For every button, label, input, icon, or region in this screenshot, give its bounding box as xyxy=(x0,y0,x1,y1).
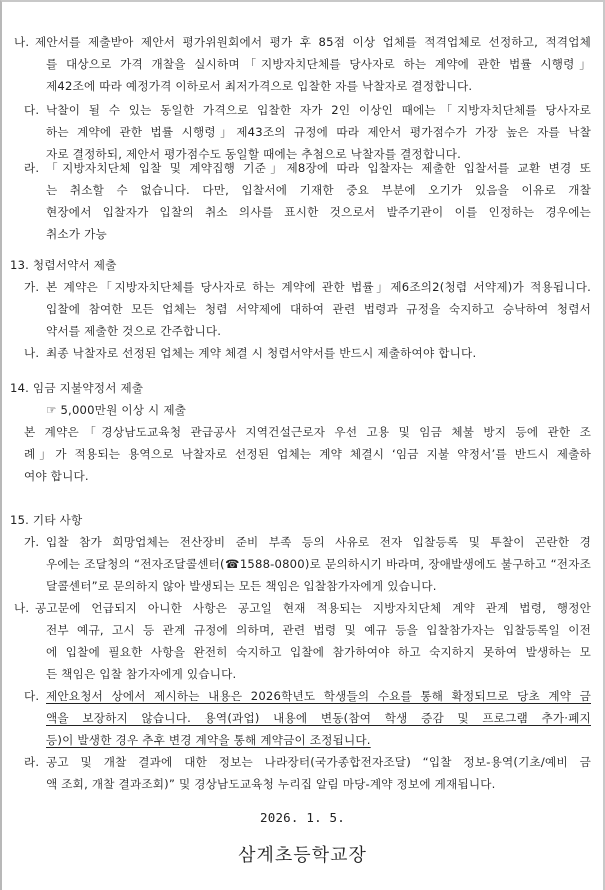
item-text-line: 액 조회, 개찰 결과조회)” 및 경상남도교육청 누리집 알림 마당-계약 정보에 게재됩니다. xyxy=(46,777,496,791)
pointing-hand-icon: ☞ xyxy=(46,403,57,417)
item-text-line: 는 취소할 수 없습니다. 다만, 입찰서에 기재한 중요 부분에 오기가 있음을 이유로 개찰 xyxy=(46,183,591,197)
item-text-line: 자로 결정하되, 제안서 평가점수도 동일할 때에는 추첨으로 낙찰자를 결정합니다. xyxy=(46,147,462,161)
item-text-line: 입찰에 참여한 모든 업체는 청렴 서약제에 대하여 관련 법령과 규정을 숙지하고 승낙하여 청렴서 xyxy=(46,302,591,316)
item-marker: 나. xyxy=(24,346,40,360)
section-heading: 15. 기타 사항 xyxy=(10,513,83,527)
item-text-line: 제42조에 따라 예정가격 이하로서 최저가격으로 입찰한 자를 낙찰자로 결정합니다. xyxy=(46,79,473,93)
item-text-line: 하는 계약에 관한 법률 시행령」제43조의 규정에 따라 제안서 평가점수가 가장 높은 자를 낙찰 xyxy=(46,125,591,139)
underlined-text-line: 액을 보장하지 않습니다. 용역(과업) 내용에 변동(참여 학생 증감 및 프로그램 추가·폐지 xyxy=(46,711,591,725)
underlined-text-line: 제안요청서 상에서 제시하는 내용은 2026학년도 학생들의 수요를 통해 확정되므로 당초 계약 금 xyxy=(46,689,591,703)
item-marker: 나. xyxy=(14,601,30,615)
item-text-line: 「지방자치단체 입찰 및 계약집행 기준」제8장에 따라 입찰자는 제출한 입찰서를 교환 변경 또 xyxy=(46,161,591,175)
item-text-line: 우에는 조달청의 “전자조달콜센터(☎1588-0800)로 문의하시기 바라며, 장애발생에도 불구하고 “전자조 xyxy=(46,557,591,571)
paragraph-line: 례」가 적용되는 용역으로 낙찰자로 선정된 업체는 계약 체결시 ‘임금 지불 약정서’를 반드시 제출하 xyxy=(24,447,591,461)
item-text-line: 를 대상으로 가격 개찰을 실시하며「지방자치단체를 당사자로 하는 계약에 관한 법률 시행령」 xyxy=(46,57,591,71)
item-text-line: 낙찰이 될 수 있는 동일한 가격으로 입찰한 자가 2인 이상인 때에는「지방자치단체를 당사자로 xyxy=(46,103,591,117)
note-text: 5,000만원 이상 시 제출 xyxy=(60,403,187,417)
item-text-line: 취소가 가능 xyxy=(46,227,107,241)
item-text-line: 든 책임은 입찰 참가자에게 있습니다. xyxy=(46,667,237,681)
underlined-text-line: 등)이 발생한 경우 추후 변경 계약을 통해 계약금이 조정됩니다. xyxy=(46,733,371,747)
paragraph-line: 본 계약은「경상남도교육청 관급공사 지역건설근로자 우선 고용 및 임금 체불 방지 등에 관한 조 xyxy=(24,425,591,439)
item-text-line: 공고문에 언급되지 아니한 사항은 공고일 현재 적용되는 지방자치단체 계약 관계 법령, 행정안 xyxy=(35,601,591,615)
item-marker: 가. xyxy=(24,280,40,294)
item-text-line: 약서를 제출한 것으로 간주합니다. xyxy=(46,324,222,338)
item-text-line: 입찰 참가 희망업체는 전산장비 준비 부족 등의 사유로 전자 입찰등록 및 투찰이 곤란한 경 xyxy=(46,535,591,549)
issue-date: 2026. 1. 5. xyxy=(260,810,345,825)
item-marker: 라. xyxy=(24,161,40,175)
item-text-line: 본 계약은「지방자치단체를 당사자로 하는 계약에 관한 법률」제6조의2(청렴 서약제)가 적용됩니다. xyxy=(46,280,591,294)
issuer-signature: 삼계초등학교장 xyxy=(238,845,367,866)
item-text-line: 전부 예규, 고시 등 관계 규정에 의하며, 관련 법령 및 예규 등을 입찰참가자는 입찰등록일 이전 xyxy=(46,623,591,637)
item-text-line: 달콜센터”로 문의하지 않아 발생되는 모든 책임은 입찰참가자에게 있습니다. xyxy=(46,579,437,593)
item-text-line: 공고 및 개찰 결과에 대한 정보는 나라장터(국가종합전자조달) “입찰 정보-용역(기초/예비 금 xyxy=(46,755,591,769)
note-line xyxy=(46,402,186,418)
item-text-line: 최종 낙찰자로 선정된 업체는 계약 체결 시 청렴서약서를 반드시 제출하여야 합니다. xyxy=(46,346,477,360)
item-marker: 나. xyxy=(14,35,30,49)
section-heading: 14. 임금 지불약정서 제출 xyxy=(10,381,144,395)
item-text-line: 현장에서 입찰자가 입찰의 취소 의사를 표시한 것으로서 발주기관이 이를 인정하는 경우에는 xyxy=(46,205,591,219)
item-marker: 라. xyxy=(24,755,40,769)
item-text-line: 에 입찰에 필요한 사항을 완전히 숙지하고 입찰에 참가하여야 하고 숙지하지 못하여 발생하는 모 xyxy=(46,645,591,659)
section-heading: 13. 청렴서약서 제출 xyxy=(10,258,117,272)
item-marker: 다. xyxy=(24,689,40,703)
item-marker: 다. xyxy=(24,103,40,117)
item-marker: 가. xyxy=(24,535,40,549)
paragraph-line: 여야 합니다. xyxy=(24,469,89,483)
item-text-line: 제안서를 제출받아 제안서 평가위원회에서 평가 후 85점 이상 업체를 적격업체로 선정하고, 적격업체 xyxy=(35,35,591,49)
